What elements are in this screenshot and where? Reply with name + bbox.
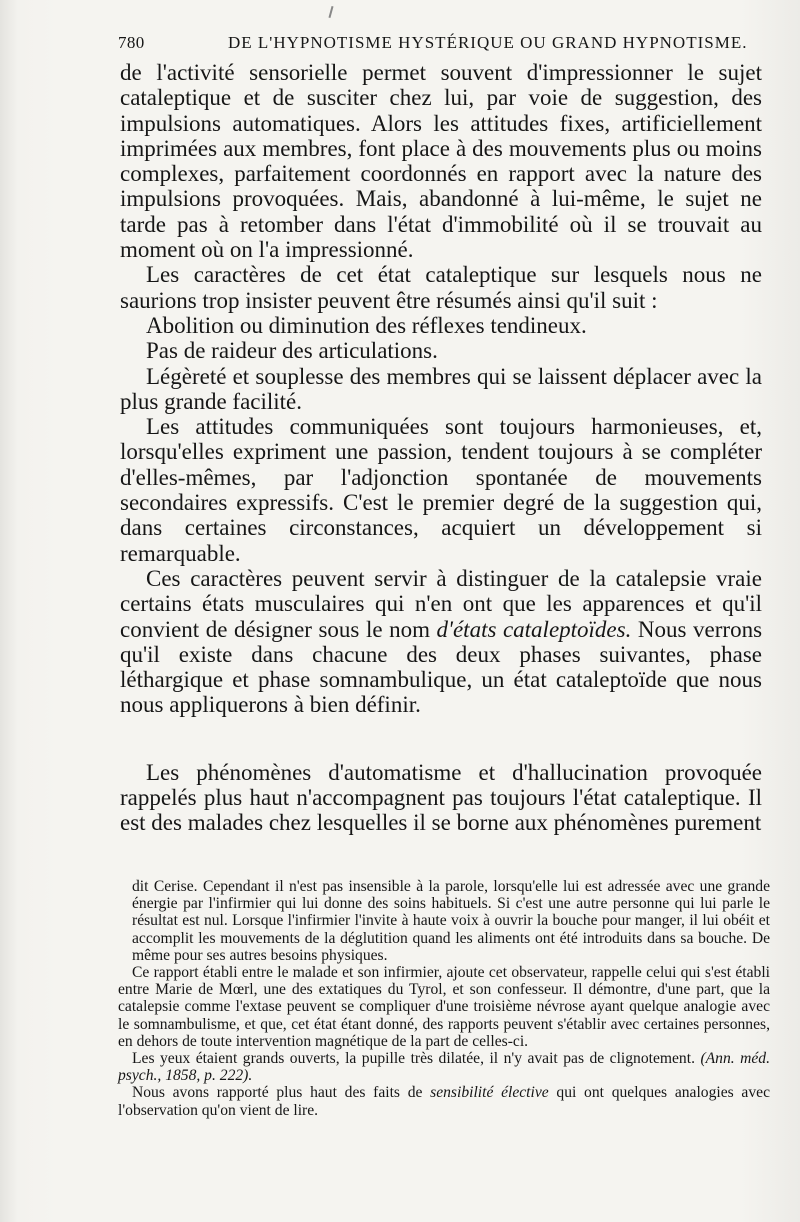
list-item: Légèreté et souplesse des membres qui se laissent déplacer avec la plus grande facilité.: [120, 363, 762, 414]
footnote-paragraph: [118, 1050, 770, 1084]
footnote-paragraph: [118, 1084, 770, 1118]
paragraph-continuation: de l'activité sensorielle permet souvent d'impressionner le sujet cataleptique et de susciter chez lui, par voie de suggestion, des impulsions automatiques. Alors les attitudes fixes, artificiellement imprimées aux membres, font place à des mouvements plus ou moins complexes, parfaitement coordonnés en rapport avec la nature des impulsions provoquées. Mais, abandonné à lui-même, le sujet ne tarde pas à retomber dans l'état d'immobilité où il se trouvait au moment où on l'a impressionné.: [120, 60, 762, 263]
paragraph: Les phénomènes d'automatisme et d'hallucination provoquée rappelés plus haut n'accompagnent pas toujours l'état cataleptique. Il est des malades chez lesquelles il se borne aux phénomènes purement: [120, 759, 762, 836]
paragraph: [120, 566, 762, 718]
text-run: Les yeux étaient grands ouverts, la pupille très dilatée, il n'y avait pas de clignotement.: [132, 1050, 695, 1068]
section-gap: [120, 718, 762, 760]
italic-term: d'états cataleptoïdes.: [436, 616, 632, 642]
footnotes: [118, 878, 770, 1119]
text-run: Nous verrons qu'il existe dans chacune des deux phases suivantes, phase léthargique et phase somnambulique, un état cataleptoïde que nous nous appliquerons à bien définir.: [120, 616, 763, 718]
list-item: Pas de raideur des articulations.: [146, 338, 438, 364]
citation: (Ann. méd. psych., 1858, p. 222).: [118, 1050, 770, 1085]
text-run: Ces caractères peuvent servir à distinguer de la catalepsie vraie certains états musculaires qui n'en ont que les apparences et qu'il convient de désigner sous le nom: [120, 565, 762, 642]
ink-mark: [328, 6, 333, 18]
italic-term: sensibilité élective: [430, 1084, 549, 1102]
main-text: [120, 60, 762, 836]
footnote-paragraph: dit Cerise. Cependant il n'est pas insensible à la parole, lorsqu'elle lui est adressée avec une grande énergie par l'infirmier qui lui donne des soins habituels. Si c'est une autre personne qui lui parle le résultat est nul. Lorsque l'infirmier l'invite à haute voix à ouvrir la bouche pour manger, il lui obéit et accomplit les mouvements de la déglutition quand les aliments ont été introduits dans sa bouche. De même pour ses autres besoins physiques.: [132, 878, 770, 964]
list-item: Abolition ou diminution des réflexes tendineux.: [146, 312, 587, 338]
running-title: DE L'HYPNOTISME HYSTÉRIQUE OU GRAND HYPNOTISME.: [228, 33, 748, 52]
text-run: qui ont quelques analogies avec l'observation qu'on vient de lire.: [118, 1084, 770, 1119]
paragraph: Les attitudes communiquées sont toujours harmonieuses, et, lorsqu'elles expriment une passion, tendent toujours à se compléter d'elles-mêmes, par l'adjonction spontanée de mouvements secondaires expressifs. C'est le premier degré de la suggestion qui, dans certaines circonstances, acquiert un développement si remarquable.: [120, 414, 762, 566]
footnote-paragraph: Ce rapport établi entre le malade et son infirmier, ajoute cet observateur, rappelle celui qui s'est établi entre Marie de Mœrl, une des extatiques du Tyrol, et son confesseur. Il démontre, d'une part, que la catalepsie comme l'extase peuvent se compliquer d'une troisième névrose ayant quelque analogie avec le somnambulisme, et que, cet état étant donné, des rapports peuvent s'établir avec certaines personnes, en dehors de toute intervention magnétique de la part de celles-ci.: [118, 964, 770, 1050]
text-run: Nous avons rapporté plus haut des faits de: [132, 1084, 423, 1102]
page-header: [118, 33, 770, 55]
paragraph: Les caractères de cet état cataleptique sur lesquels nous ne saurions trop insister peuvent être résumés ainsi qu'il suit :: [120, 262, 762, 313]
page-number: 780: [118, 33, 145, 52]
